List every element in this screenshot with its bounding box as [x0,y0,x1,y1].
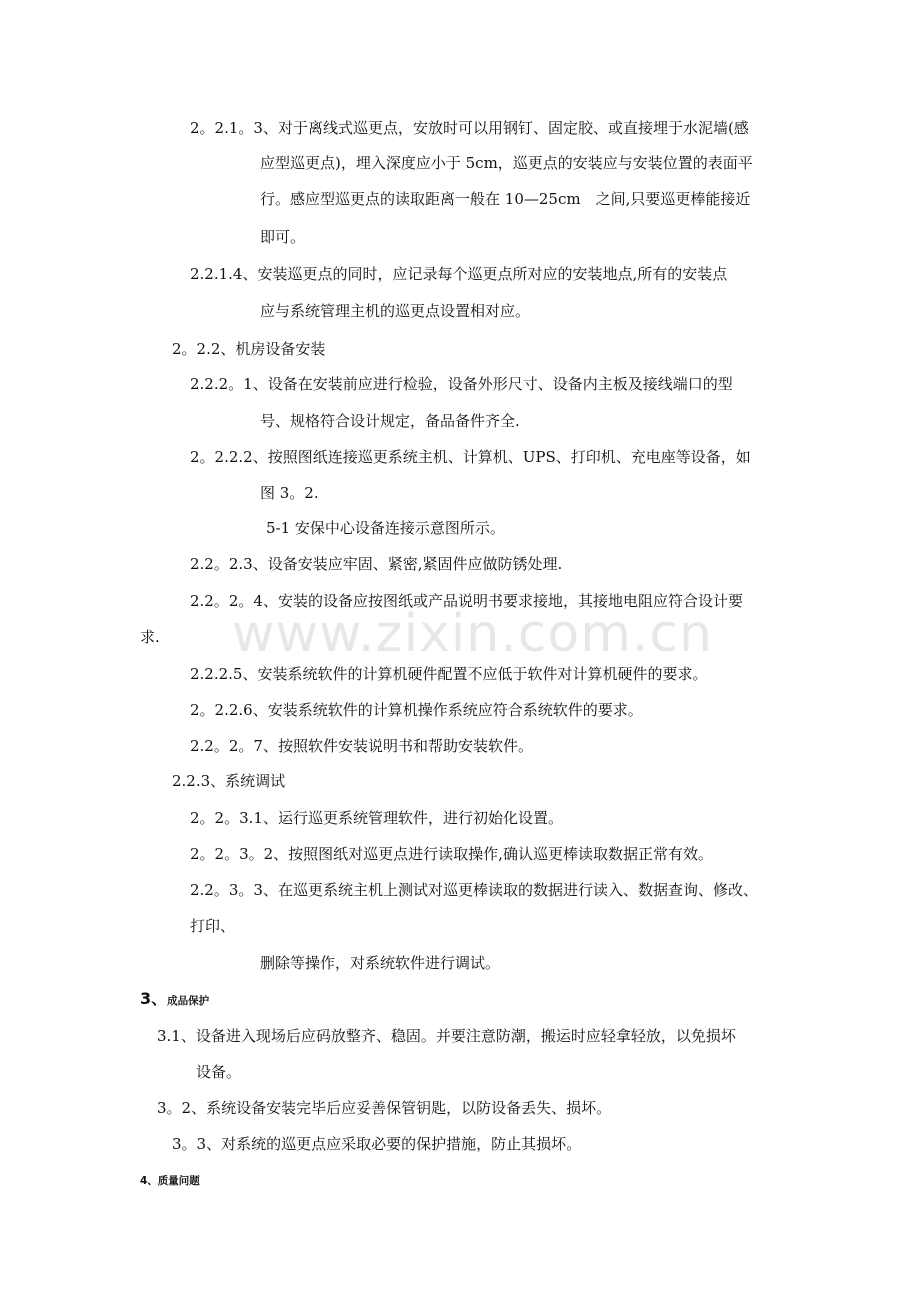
para-3-1-line2: 设备。 [196,1063,242,1081]
para-3-2: 3。2、系统设备安装完毕后应妥善保管钥匙，以防设备丢失、损坏。 [157,1099,612,1117]
section-heading-3 [140,989,209,1011]
para-2-2-2-1-line1: 2.2.2。1、设备在安装前应进行检验，设备外形尺寸、设备内主板及接线端口的型 [190,375,733,393]
para-2-2-2-2-line3: 5-1 安保中心设备连接示意图所示。 [266,519,505,537]
para-2-2-2-6: 2。2.2.6、安装系统软件的计算机操作系统应符合系统软件的要求。 [190,701,643,719]
para-2-2-2-1-line2: 号、规格符合设计规定，备品备件齐全. [260,412,520,430]
section-3-title: 成品保护 [167,995,210,1007]
para-2-2-3-2: 2。2。3。2、按照图纸对巡更点进行读取操作,确认巡更棒读取数据正常有效。 [190,845,713,863]
para-2-2-3-3-line3: 删除等操作，对系统软件进行调试。 [260,954,501,972]
para-2-2-1-3-line3: 行。感应型巡更点的读取距离一般在 10—25cm 之间,只要巡更棒能接近 [260,190,751,208]
para-2-2-1-3-line4: 即可。 [260,228,306,246]
para-2-2-2-2-line1: 2。2.2.2、按照图纸连接巡更系统主机、计算机、UPS、打印机、充电座等设备，如 [190,448,751,466]
para-2-2-2-2-line2: 图 3。2. [260,484,319,502]
para-2-2-2-3: 2.2。2.3、设备安装应牢固、紧密,紧固件应做防锈处理. [190,555,563,573]
para-3-1-line1: 3.1、设备进入现场后应码放整齐、稳固。并要注意防潮，搬运时应轻拿轻放，以免损坏 [157,1027,736,1045]
para-2-2-3-1: 2。2。3.1、运行巡更系统管理软件，进行初始化设置。 [190,809,563,827]
para-2-2-3-3-line2: 打印、 [190,917,236,935]
section-heading-4: 4、质量问题 [140,1175,200,1187]
para-2-2-1-3-line2: 应型巡更点)，埋入深度应小于 5cm，巡更点的安装应与安装位置的表面平 [260,154,753,172]
para-2-2-1-3-line1: 2。2.1。3、对于离线式巡更点，安放时可以用钢钉、固定胶、或直接埋于水泥墙(感 [190,119,749,137]
section-3-number: 3、 [140,989,168,1008]
para-2-2-2-5: 2.2.2.5、安装系统软件的计算机硬件配置不应低于软件对计算机硬件的要求。 [190,665,708,683]
para-2-2-1-4-line1: 2.2.1.4、安装巡更点的同时，应记录每个巡更点所对应的安装地点,所有的安装点 [190,265,728,283]
para-2-2-2-7: 2.2。2。7、按照软件安装说明书和帮助安装软件。 [190,737,533,755]
para-2-2-2-4-line2: 求. [140,628,160,646]
para-3-3: 3。3、对系统的巡更点应采取必要的保护措施，防止其损坏。 [172,1135,582,1153]
watermark: www.zixin.com.cn [232,604,713,664]
para-2-2-2-4-line1: 2.2。2。4、安装的设备应按图纸或产品说明书要求接地，其接地电阻应符合设计要 [190,592,743,610]
subheading-2-2-2: 2。2.2、机房设备安装 [172,340,326,358]
para-2-2-1-4-line2: 应与系统管理主机的巡更点设置相对应。 [260,302,531,320]
subheading-2-2-3: 2.2.3、系统调试 [172,772,286,790]
para-2-2-3-3-line1: 2.2。3。3、在巡更系统主机上测试对巡更棒读取的数据进行读入、数据查询、修改、 [190,881,758,899]
